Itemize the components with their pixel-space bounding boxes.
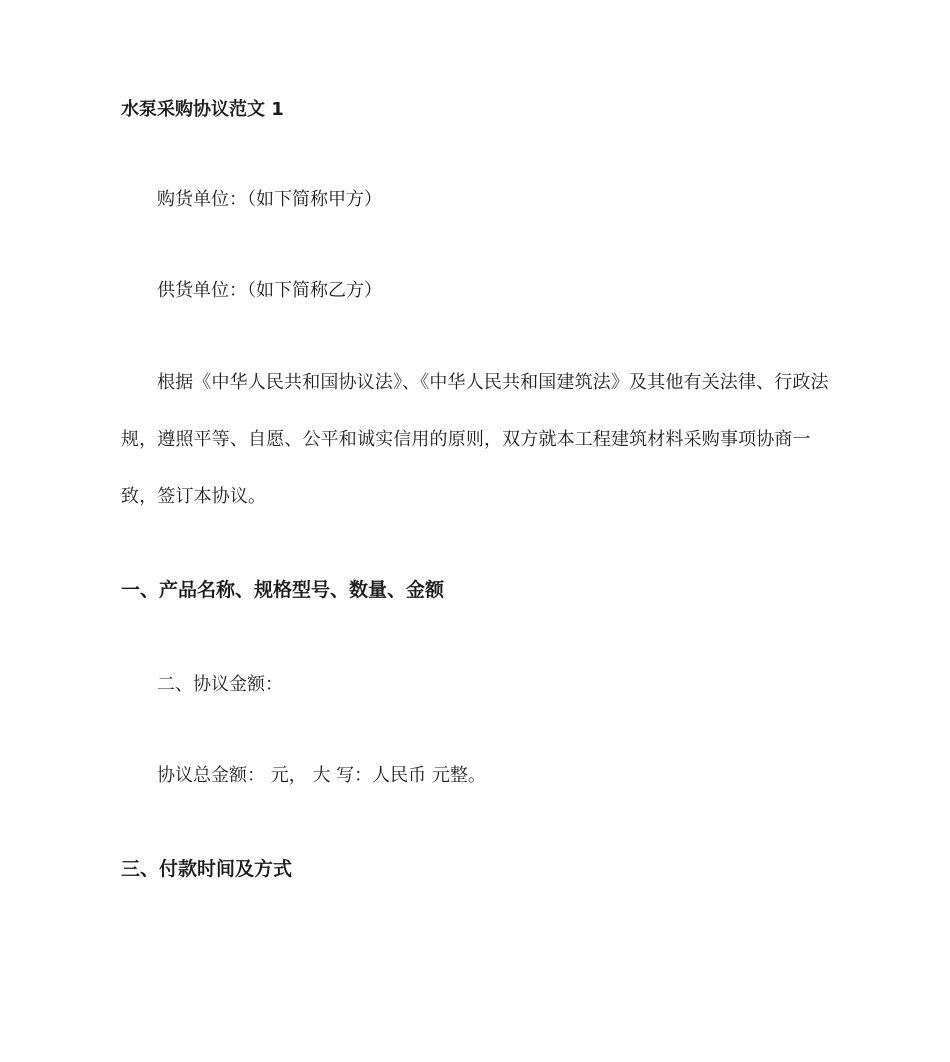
section1-heading: 一、产品名称、规格型号、数量、金额 bbox=[121, 579, 445, 601]
section3-heading: 三、付款时间及方式 bbox=[121, 858, 293, 880]
buyer-line: 购货单位：（如下简称甲方） bbox=[157, 189, 382, 210]
contract-total-line: 协议总金额： 元， 大 写：人民币 元整。 bbox=[157, 765, 486, 786]
supplier-line: 供货单位：（如下简称乙方） bbox=[157, 280, 382, 301]
basis-paragraph: 根据《中华人民共和国协议法》、《中华人民共和国建筑法》及其他有关法律、行政法规，遵照平等、自愿、公平和诚实信用的原则，双方就本工程建筑材料采购事项协商一致，签订本协议。 bbox=[121, 372, 829, 507]
section2-heading: 二、协议金额： bbox=[157, 674, 283, 695]
document-title: 水泵采购协议范文 1 bbox=[121, 99, 284, 120]
